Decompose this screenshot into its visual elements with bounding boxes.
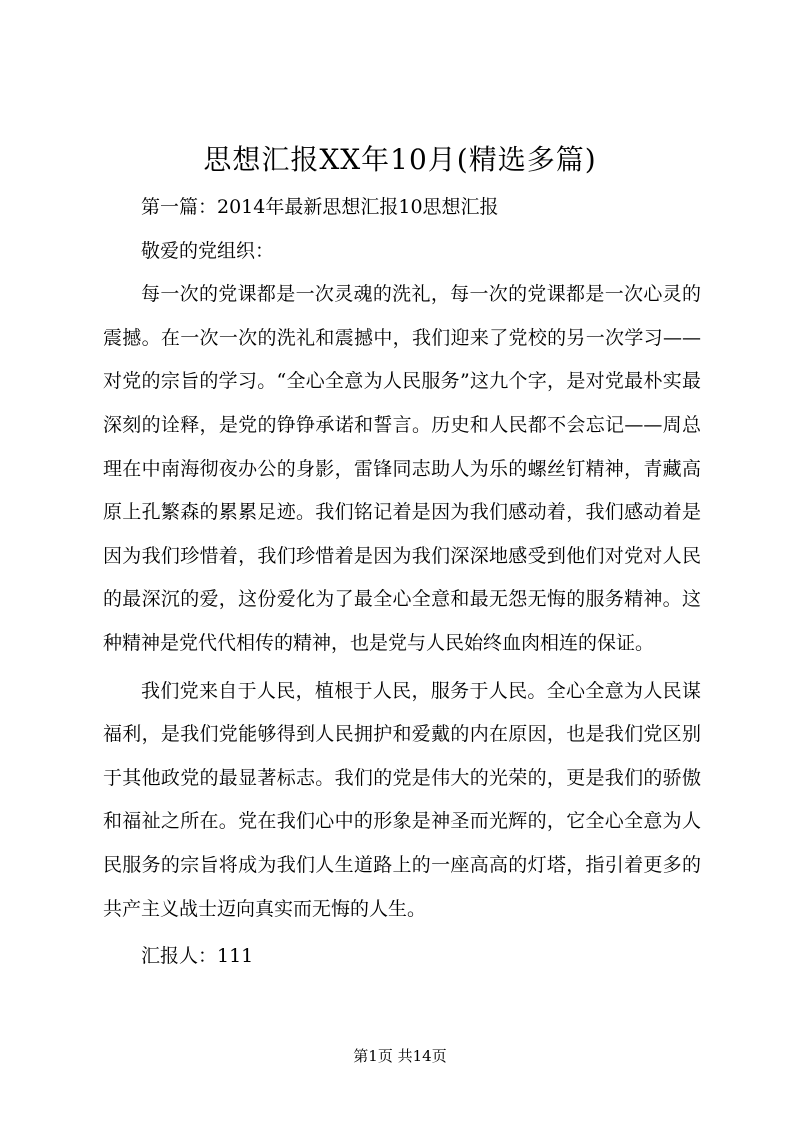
- page-footer: [0, 1046, 800, 1066]
- page-number-label: 第1页 共14页: [353, 1047, 447, 1065]
- document-body: [103, 186, 701, 979]
- salutation: 敬爱的党组织：: [141, 239, 275, 262]
- body-paragraph-2: 我们党来自于人民，植根于人民，服务于人民。全心全意为人民谋福利，是我们党能够得到人民拥护和爱戴的内在原因，也是我们党区别于其他政党的最显著标志。我们的党是伟大的光荣的，更是我们的骄傲和福祉之所在。党在我们心中的形象是神圣而光辉的，它全心全意为人民服务的宗旨将成为我们人生道路上的一座高高的灯塔，指引着更多的共产主义战士迈向真实而无悔的人生。: [103, 679, 701, 920]
- section-heading: 第一篇：2014年最新思想汇报10思想汇报: [141, 196, 499, 218]
- signature: 汇报人：111: [141, 945, 254, 968]
- body-paragraph-1: 每一次的党课都是一次灵魂的洗礼，每一次的党课都是一次心灵的震撼。在一次一次的洗礼和震撼中，我们迎来了党校的另一次学习——对党的宗旨的学习。“全心全意为人民服务”这九个字，是对党最朴实最深刻的诠释，是党的铮铮承诺和誓言。历史和人民都不会忘记——周总理在中南海彻夜办公的身影，雷锋同志助人为乐的螺丝钉精神，青藏高原上孔繁森的累累足迹。我们铭记着是因为我们感动着，我们感动着是因为我们珍惜着，我们珍惜着是因为我们深深地感受到他们对党对人民的最深沉的爱，这份爱化为了最全心全意和最无怨无悔的服务精神。这种精神是党代代相传的精神，也是党与人民始终血肉相连的保证。: [103, 283, 701, 654]
- document-title: 思想汇报XX年10月(精选多篇): [203, 143, 597, 176]
